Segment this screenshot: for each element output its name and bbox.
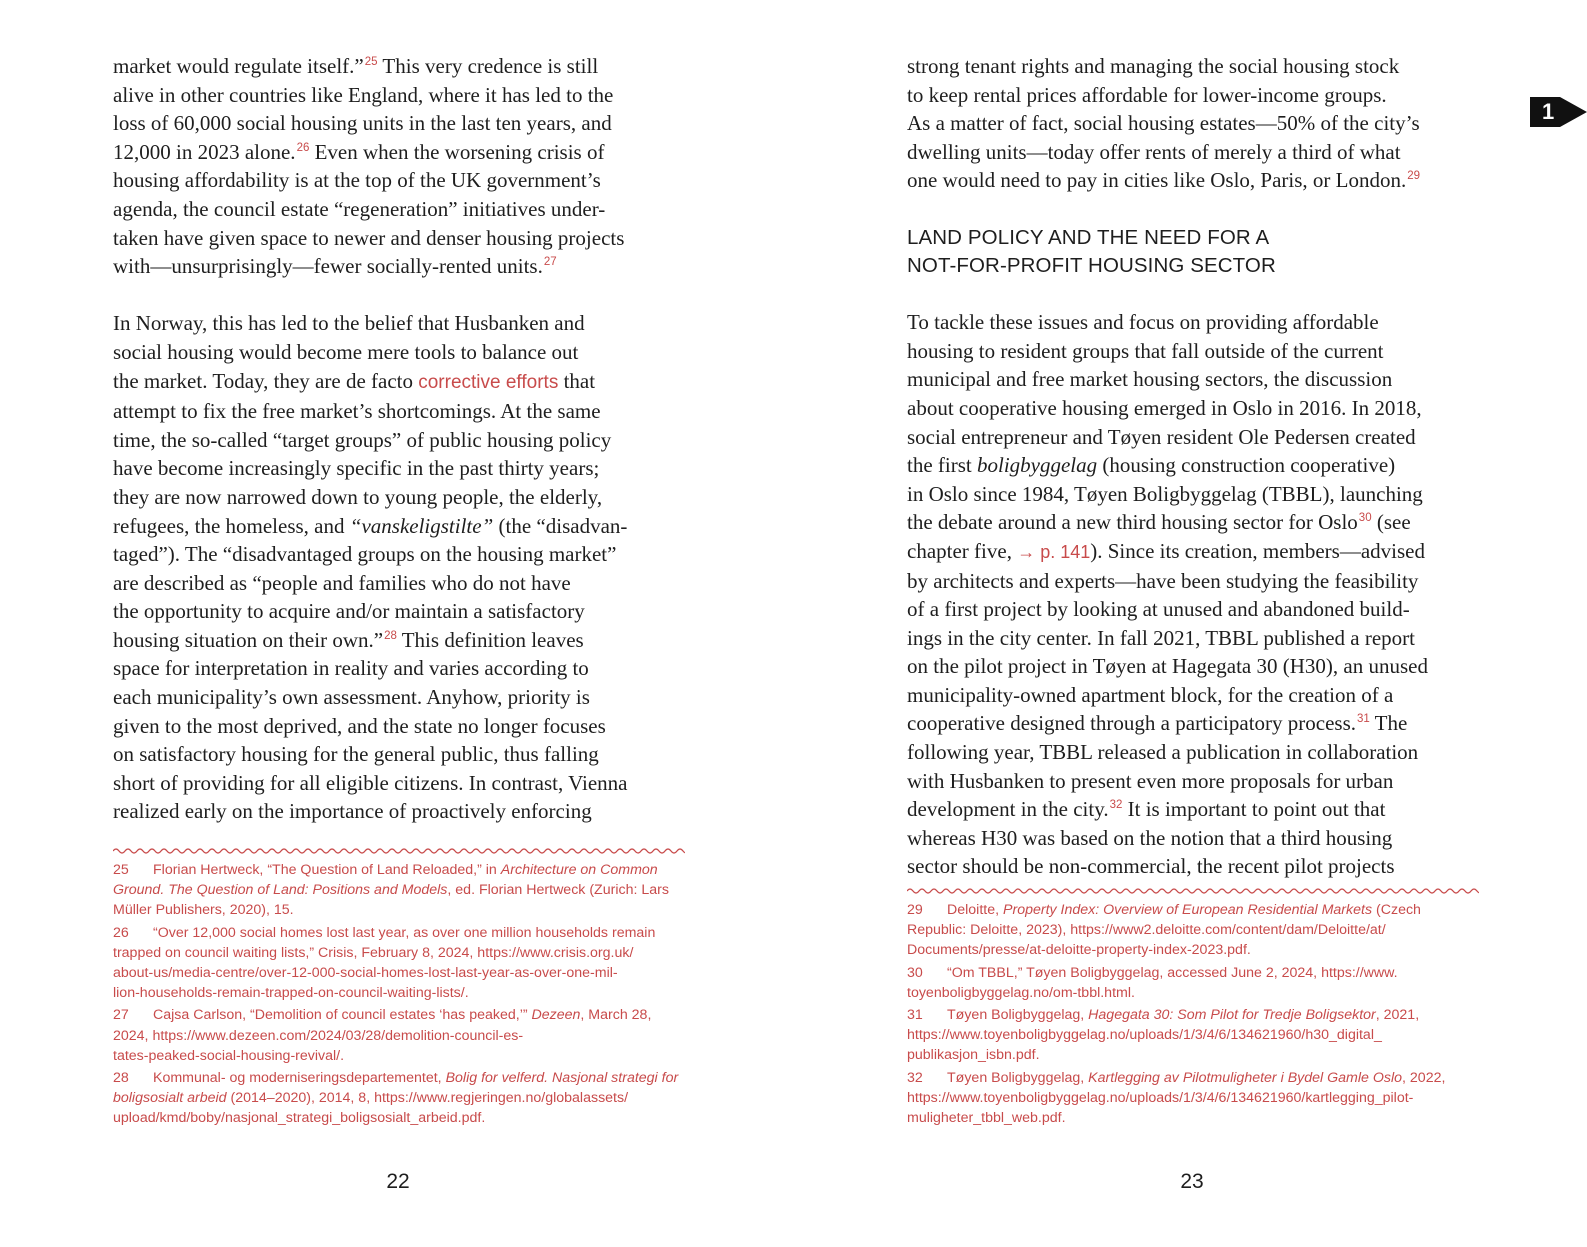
italic-text: Kartlegging av Pilotmuligheter i Bydel Gamle Oslo [1088,1069,1403,1086]
text-run[interactable]: short of providing for all eligible citizens. In contrast, Vienna [113,770,628,795]
text-run[interactable]: the opportunity to acquire and/or maintain a satisfactory [113,599,585,624]
text-run[interactable]: ). Since its creation, members—advised [1090,538,1425,563]
footnote-line [113,983,693,1003]
text-run[interactable]: The [1369,711,1408,736]
footnote-reference: 26 [296,141,310,154]
paragraph-gap [113,281,685,310]
text-run[interactable]: to keep rental prices affordable for lower-income groups. [907,82,1387,107]
page-cross-reference[interactable]: → p. 141 [1017,541,1091,562]
text-run[interactable]: cooperative designed through a participatory process. [907,711,1357,736]
text-run[interactable]: municipality-owned apartment block, for the creation of a [907,682,1394,707]
text-run[interactable]: loss of 60,000 social housing units in the last ten years, and [113,111,612,136]
chapter-marker-arrow-icon [1530,97,1587,127]
text-run[interactable]: strong tenant rights and managing the social housing stock [907,54,1400,78]
text-run[interactable]: dwelling units—today offer rents of merely a third of what [907,139,1401,164]
italic-text: boligsosialt arbeid [113,1090,227,1107]
text-run[interactable]: , March 28, [580,1007,652,1024]
footnote-line [113,860,693,880]
footnote-line [113,880,693,900]
italic-text: boligbyggelag [976,453,1098,478]
text-run[interactable]: the market. Today, they are de facto [113,368,419,393]
text-line [907,52,1479,81]
right-page-body [907,308,1479,881]
text-line [113,712,685,741]
text-line [907,795,1479,824]
footnote-line [113,1026,693,1046]
footnote-reference: 28 [384,629,397,642]
heading-line: LAND POLICY AND THE NEED FOR A [907,225,1270,249]
text-line [113,454,685,483]
text-run[interactable]: (2014–2020), 2014, 8, https://www.regjeringen.no/globalassets/ [226,1090,629,1107]
text-run[interactable]: It is important to point out that [1122,797,1386,822]
text-run[interactable]: In Norway, this has led to the belief that Husbanken and [113,311,585,336]
footnote-number: 27 [113,1007,129,1024]
text-line [113,338,685,367]
text-run[interactable]: Tøyen Boligbyggelag, [947,1069,1089,1086]
right-footnote-divider [907,886,1479,896]
text-line [113,740,685,769]
text-run[interactable]: To tackle these issues and focus on providing affordable [907,310,1379,335]
text-line [113,626,685,655]
right-page-intro [907,52,1479,195]
text-line [113,654,685,683]
footnote-line [907,940,1507,960]
text-line [113,309,685,338]
footnote-reference: 25 [364,56,378,68]
footnote-line [113,963,693,983]
section-heading [907,224,1479,280]
text-run[interactable]: on satisfactory housing for the general public, thus falling [113,742,599,767]
footnote [907,1005,1507,1066]
text-run[interactable]: on the pilot project in Tøyen at Hagegata 30 (H30), an unused [907,654,1428,679]
text-run[interactable]: Even when the worsening crisis of [309,139,605,164]
text-line [907,595,1479,624]
text-run[interactable]: Republic: Deloitte, 2023), https://www2.deloitte.com/content/dam/Deloitte/at/ [907,922,1386,939]
text-line [907,652,1479,681]
page-number-right: 23 [1180,1170,1204,1193]
text-line [113,224,685,253]
text-line [907,624,1479,653]
footnote-line [113,1005,693,1025]
text-run[interactable]: , 2022, [1402,1069,1446,1086]
footnote-number: 26 [113,924,129,941]
text-line [907,480,1479,509]
text-line [113,569,685,598]
text-run[interactable]: they are now narrowed down to young people, the elderly, [113,484,603,509]
text-line [113,683,685,712]
text-line [113,597,685,626]
text-run[interactable]: , ed. Florian Hertweck (Zurich: Lars [447,882,669,899]
footnote [113,923,693,1004]
text-run[interactable]: “Om TBBL,” Tøyen Boligbyggelag, accessed June 2, 2024, https://www. [947,964,1398,981]
text-line [113,367,685,398]
footnote-line [113,923,693,943]
left-page-body [113,52,685,826]
text-run[interactable]: This definition leaves [396,627,584,652]
footnote-number: 28 [113,1070,129,1087]
text-line [113,512,685,541]
text-run[interactable]: social entrepreneur and Tøyen resident Ole Pedersen created [907,424,1416,449]
text-run[interactable]: with Husbanken to present even more proposals for urban [907,768,1394,793]
heading-line: NOT-FOR-PROFIT HOUSING SECTOR [907,253,1276,277]
text-run[interactable]: housing to resident groups that fall outside of the current [907,338,1384,363]
text-run[interactable]: sector should be non-commercial, the recent pilot projects [907,854,1395,879]
text-run[interactable]: time, the so-called “target groups” of public housing policy [113,427,612,452]
text-run[interactable]: https://www.toyenboligbyggelag.no/uploads/1/3/4/6/134621960/h30_digital_ [907,1027,1382,1044]
text-run[interactable]: about-us/media-centre/over-12-000-social-homes-lost-last-year-as-over-one-mil- [113,965,618,982]
footnote-number: 31 [907,1007,923,1024]
text-run[interactable]: the debate around a new third housing sector for Oslo [907,510,1358,535]
text-run[interactable]: lion-households-remain-trapped-on-council-waiting-lists/. [113,985,469,1002]
footnote-reference: 29 [1407,170,1421,183]
text-run[interactable]: https://www.toyenboligbyggelag.no/uploads/1/3/4/6/134621960/kartlegging_pilot- [907,1089,1414,1106]
text-run[interactable]: development in the city. [907,797,1109,822]
text-run[interactable]: ings in the city center. In fall 2021, TBBL published a report [907,625,1415,650]
text-run[interactable]: “Over 12,000 social homes lost last year, as over one million households remain [153,924,656,941]
text-run[interactable]: social housing would become mere tools to balance out [113,339,579,364]
text-run[interactable]: whereas H30 was based on the notion that a third housing [907,825,1393,850]
left-footnotes [113,860,693,1131]
text-run[interactable]: municipal and free market housing sectors, the discussion [907,367,1393,392]
text-run[interactable]: following year, TBBL released a publication in collaboration [907,740,1419,765]
text-run[interactable]: alive in other countries like England, where it has led to the [113,82,614,107]
text-run[interactable]: that [558,368,596,393]
text-run[interactable]: taken have given space to newer and denser housing projects [113,225,625,250]
footnote-line [113,1068,693,1088]
footnote [113,1005,693,1066]
footnote-line [907,1005,1507,1025]
text-run[interactable]: one would need to pay in cities like Oslo, Paris, or London. [907,168,1407,193]
footnote [907,900,1507,961]
right-page-content [907,52,1479,881]
footnote-line [113,1046,693,1066]
text-line [907,337,1479,366]
left-footnote-divider [113,846,685,856]
text-line [907,852,1479,881]
chapter-marker-number: 1 [1542,99,1555,124]
text-line [907,567,1479,596]
text-run[interactable]: market would regulate itself.” [113,54,364,78]
text-run[interactable]: Müller Publishers, 2020), 15. [113,902,294,919]
footnote [113,1068,693,1129]
text-line [113,138,685,167]
text-run[interactable]: realized early on the importance of proactively enforcing [113,799,592,824]
text-run[interactable]: Tøyen Boligbyggelag, [947,1007,1089,1024]
text-line [907,423,1479,452]
italic-text: Ground. The Question of Land: Positions and Models [113,882,448,899]
right-footnotes [907,900,1507,1130]
text-line [113,769,685,798]
footnote [907,1068,1507,1129]
text-line [907,109,1479,138]
footnote-line [907,1068,1507,1088]
text-run[interactable]: Florian Hertweck, “The Question of Land Reloaded,” in [153,862,501,878]
footnote-line [113,943,693,963]
text-run[interactable]: , 2021, [1375,1007,1420,1024]
text-run[interactable]: trapped on council waiting lists,” Crisis, February 8, 2024, https://www.crisis.org.uk/ [113,944,634,961]
text-run[interactable]: in Oslo since 1984, Tøyen Boligbyggelag (TBBL), launching [907,481,1423,506]
text-line [907,166,1479,195]
text-run[interactable]: agenda, the council estate “regeneration” initiatives under- [113,196,606,221]
text-line [907,394,1479,423]
text-run[interactable]: upload/kmd/boby/nasjonal_strategi_boligsosialt_arbeid.pdf. [113,1110,486,1127]
text-run[interactable]: Cajsa Carlson, “Demolition of council estates ‘has peaked,’” [153,1007,532,1024]
text-line [113,540,685,569]
text-run[interactable]: taged”). The “disadvantaged groups on the housing market” [113,542,617,567]
footnote-line [907,920,1507,940]
text-line [907,681,1479,710]
text-line [907,308,1479,337]
text-run[interactable]: (housing construction cooperative) [1097,453,1396,478]
text-line [113,109,685,138]
text-line [907,767,1479,796]
text-run[interactable]: Documents/presse/at-deloitte-property-index-2023.pdf. [907,942,1251,959]
text-run[interactable]: muligheter_tbbl_web.pdf. [907,1110,1066,1127]
text-line [113,166,685,195]
footnote [907,963,1507,1003]
text-run[interactable]: As a matter of fact, social housing estates—50% of the city’s [907,111,1420,136]
footnote-reference: 32 [1109,799,1123,812]
text-line [907,81,1479,110]
footnote-reference: 31 [1357,713,1370,726]
text-run[interactable]: with—unsurprisingly—fewer socially-rented units. [113,254,543,279]
text-run[interactable]: tates-peaked-social-housing-revival/. [113,1047,345,1064]
text-run[interactable]: 12,000 in 2023 alone. [113,139,296,164]
text-line [907,138,1479,167]
text-line [113,483,685,512]
footnote-line [907,900,1507,920]
italic-text: Dezeen [531,1007,581,1024]
text-line [113,426,685,455]
text-run[interactable]: Deloitte, [947,902,1003,918]
text-run[interactable]: toyenboligbyggelag.no/om-tbbl.html. [907,984,1135,1001]
footnote-number: 29 [907,902,923,918]
footnote-line [907,1025,1507,1045]
footnote-number: 30 [907,964,923,981]
text-line [113,397,685,426]
text-run[interactable]: about cooperative housing emerged in Oslo in 2016. In 2018, [907,395,1422,420]
italic-text: Bolig for velferd. Nasjonal strategi for [445,1070,679,1087]
text-run[interactable]: are described as “people and families who do not have [113,570,571,595]
italic-text: Hagegata 30: Som Pilot for Tredje Boligsektor [1088,1007,1376,1024]
footnote-line [907,983,1507,1003]
text-run[interactable]: housing situation on their own.” [113,627,384,652]
footnote-line [113,1088,693,1108]
text-line [113,252,685,281]
text-run[interactable]: (see [1371,510,1411,535]
text-run[interactable]: the first [907,453,977,478]
footnote-number: 25 [113,862,129,878]
text-run[interactable]: Kommunal- og moderniseringsdepartementet, [153,1070,446,1087]
text-run[interactable]: by architects and experts—have been studying the feasibility [907,568,1419,593]
text-run[interactable]: (the “disadvan- [493,513,628,538]
text-line [113,81,685,110]
text-line [113,52,685,81]
italic-text: Property Index: Overview of European Residential Markets [1003,902,1373,918]
page-number-left: 22 [386,1170,410,1193]
text-line [907,738,1479,767]
footnote-line [907,963,1507,983]
text-line [907,709,1479,738]
footnote-reference: 30 [1358,512,1372,525]
footnote-line [113,1108,693,1128]
chapter-marker [1530,97,1587,127]
glossary-link[interactable]: corrective efforts [418,371,559,393]
text-run[interactable]: space for interpretation in reality and varies according to [113,656,589,681]
text-line [907,365,1479,394]
text-run[interactable]: given to the most deprived, and the state no longer focuses [113,713,606,738]
italic-text: “vanskeligstilte” [349,513,494,538]
text-run[interactable]: of a first project by looking at unused and abandoned build- [907,597,1410,622]
footnote-line [907,1108,1507,1128]
text-run[interactable]: each municipality’s own assessment. Anyhow, priority is [113,685,590,710]
footnote-line [113,900,693,920]
text-run[interactable]: housing affordability is at the top of the UK government’s [113,168,601,193]
footnote-line [907,1045,1507,1065]
text-line [907,451,1479,480]
text-run[interactable]: have become increasingly specific in the past thirty years; [113,456,600,481]
text-run[interactable]: refugees, the homeless, and [113,513,350,538]
text-line [907,537,1479,567]
footnote [113,860,693,921]
footnote-reference: 27 [543,256,557,269]
text-run[interactable]: attempt to fix the free market’s shortcomings. At the same [113,399,601,424]
text-line [907,824,1479,853]
text-run[interactable]: This very credence is still [377,54,599,78]
text-line [907,508,1479,537]
footnote-line [907,1088,1507,1108]
text-line [113,195,685,224]
footnote-number: 32 [907,1069,923,1086]
text-run[interactable]: 2024, https://www.dezeen.com/2024/03/28/demolition-council-es- [113,1027,524,1044]
italic-text: Architecture on Common [500,862,658,878]
text-run[interactable]: chapter five, [907,538,1018,563]
text-line [113,797,685,826]
text-run[interactable]: (Czech [1372,902,1421,918]
text-run[interactable]: publikasjon_isbn.pdf. [907,1047,1040,1064]
